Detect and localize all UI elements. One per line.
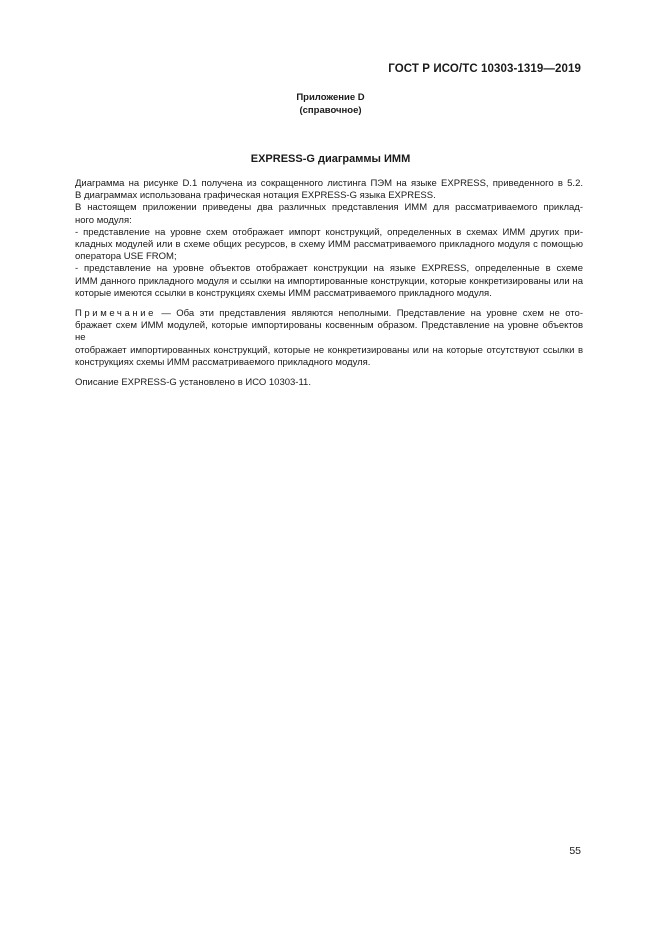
paragraph-3-line-1: - представление на уровне схем отображает импорт конструкций, определенных в схемах ИММ других при-: [75, 226, 583, 238]
paragraph-3-line-2: кладных модулей или в схеме общих ресурсов, в схему ИММ рассматриваемого прикладного модуля с помощью: [75, 239, 583, 251]
note-line-3: отображает импортированных конструкций, которые не конкретизированы или на которые отсутствуют ссылки в: [75, 344, 583, 356]
annex-label: Приложение D: [296, 92, 365, 103]
note-line-1: [75, 308, 583, 320]
annex-title: EXPRESS-G диаграммы ИММ: [250, 153, 411, 165]
annex-status: (справочное): [299, 104, 362, 116]
paragraph-4-line-1: - представление на уровне объектов отображает конструкции на языке EXPRESS, определенные в схеме: [75, 263, 583, 275]
annex-heading: [0, 92, 661, 117]
note-label: Примечание: [75, 308, 156, 320]
paragraph-2-line-1: В настоящем приложении приведены два различных представления ИММ для рассматриваемого приклад-: [75, 202, 583, 214]
standard-code: ГОСТ Р ИСО/ТС 10303-1319—2019: [388, 63, 581, 75]
paragraph-4-line-2: ИММ данного прикладного модуля и ссылки на импортированные конструкции, которые конкретизированы или на: [75, 275, 583, 287]
note-line-4: конструкциях схемы ИММ рассматриваемого прикладного модуля.: [75, 356, 371, 368]
paragraph-1-line-2: В диаграммах использована графическая нотация EXPRESS-G языка EXPRESS.: [75, 190, 436, 202]
note-line-2: бражает схем ИММ модулей, которые импортированы косвенным образом. Представление на уровне объектов не: [75, 320, 583, 344]
paragraph-4-line-3: которые имеются ссылки в конструкциях схемы ИММ рассматриваемого прикладного модуля.: [75, 287, 492, 299]
note-line-1-text: — Оба эти представления являются неполными. Представление на уровне схем не ото-: [156, 308, 583, 320]
page-number: 55: [569, 845, 581, 857]
paragraph-3-line-3: оператора USE FROM;: [75, 251, 177, 263]
paragraph-1-line-1: Диаграмма на рисунке D.1 получена из сокращенного листинга ПЭМ на языке EXPRESS, приведенного в 5.2.: [75, 178, 583, 189]
body-text: [75, 178, 583, 389]
paragraph-2-line-2: ного модуля:: [75, 214, 132, 226]
final-paragraph: Описание EXPRESS-G установлено в ИСО 10303-11.: [75, 377, 311, 389]
